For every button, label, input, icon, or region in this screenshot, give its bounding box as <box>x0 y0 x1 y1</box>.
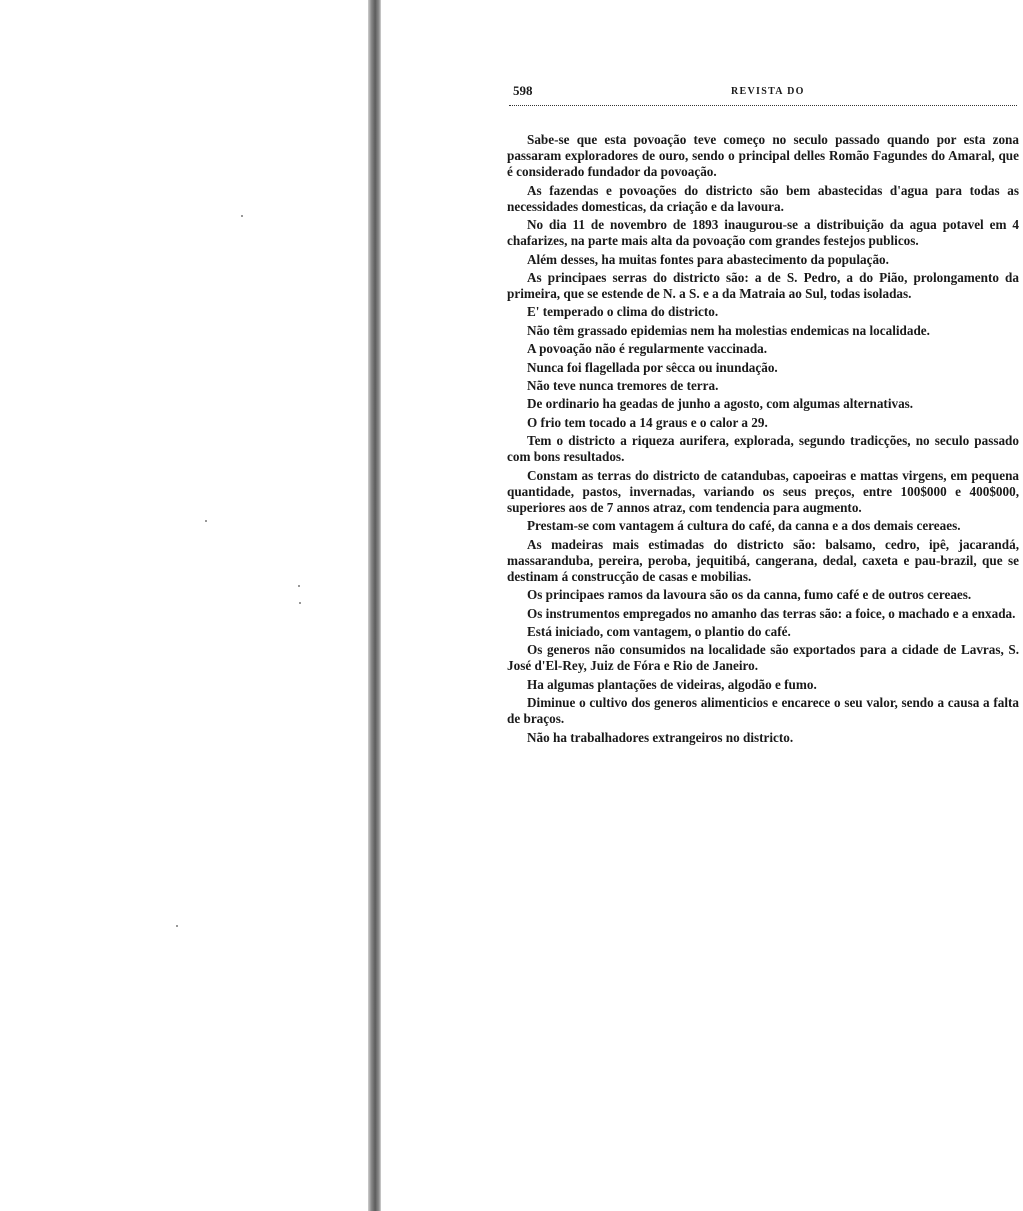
scan-speck <box>299 602 301 604</box>
paragraph: Prestam-se com vantagem á cultura do café, da canna e a dos demais cereaes. <box>527 518 961 534</box>
page-gutter-shadow <box>368 0 381 1211</box>
scan-speck <box>205 520 207 522</box>
paragraph: As principaes serras do districto são: a de S. Pedro, a do Pião, prolongamento da primeira, que se estende de N. a S. e a da Matraia ao Sul, todas isoladas. <box>507 269 1019 302</box>
paragraph: O frio tem tocado a 14 graus e o calor a 29. <box>527 414 768 430</box>
paragraph: A povoação não é regularmente vaccinada. <box>527 341 768 357</box>
paragraph: As madeiras mais estimadas do districto são: balsamo, cedro, ipê, jacarandá, massaranduba, pereira, peroba, jequitibá, cangerana, dedal, caxeta e pau-brazil, que se destinam á construcção de casas e mobilias. <box>507 536 1019 584</box>
paragraph: Os principaes ramos da lavoura são os da canna, fumo café e de outros cereaes. <box>527 587 972 603</box>
paragraph: E' temperado o clima do districto. <box>527 304 719 320</box>
paragraph: Constam as terras do districto de catandubas, capoeiras e mattas virgens, em pequena quantidade, pastos, invernadas, variando os seus preços, entre 100$000 e 400$000, superiores aos de 7 annos atraz, com tendencia para augmento. <box>507 467 1019 515</box>
paragraph: Está iniciado, com vantagem, o plantio do café. <box>527 623 791 639</box>
paragraph: Ha algumas plantações de videiras, algodão e fumo. <box>527 676 817 692</box>
paragraph: De ordinario ha geadas de junho a agosto, com algumas alternativas. <box>527 396 914 412</box>
page-header <box>509 83 1017 103</box>
paragraph: Não ha trabalhadores extrangeiros no districto. <box>527 729 794 745</box>
paragraph: Os instrumentos empregados no amanho das terras são: a foice, o machado e a enxada. <box>527 605 1016 621</box>
paragraph: Sabe-se que esta povoação teve começo no seculo passado quando por esta zona passaram exploradores de ouro, sendo o principal delles Romão Fagundes do Amaral, que é considerado fundador da povoação. <box>507 132 1019 180</box>
paragraph: Nunca foi flagellada por sêcca ou inundação. <box>527 359 778 375</box>
paragraph: Não têm grassado epidemias nem ha molestias endemicas na localidade. <box>527 322 930 338</box>
paragraph: As fazendas e povoações do districto são bem abastecidas d'agua para todas as necessidades domesticas, da criação e da lavoura. <box>507 182 1019 214</box>
scan-speck <box>176 925 178 927</box>
running-title: REVISTA DO <box>731 86 805 97</box>
paragraph: Tem o districto a riqueza aurifera, explorada, segundo tradicções, no seculo passado com bons resultados. <box>507 433 1019 465</box>
scan-speck <box>298 585 300 587</box>
header-rule <box>509 105 1017 106</box>
paragraph: Diminue o cultivo dos generos alimenticios e encarece o seu valor, sendo a causa a falta de braços. <box>507 695 1019 727</box>
scan-speck <box>241 215 243 217</box>
paragraph: Não teve nunca tremores de terra. <box>527 377 719 393</box>
page-number: 598 <box>513 83 533 98</box>
paragraph: Além desses, ha muitas fontes para abastecimento da população. <box>527 251 889 267</box>
paragraph: No dia 11 de novembro de 1893 inaugurou-se a distribuição da agua potavel em 4 chafarizes, na parte mais alta da povoação com grandes festejos publicos. <box>507 217 1019 249</box>
body-text <box>507 132 1019 748</box>
paragraph: Os generos não consumidos na localidade são exportados para a cidade de Lavras, S. José d'El-Rey, Juiz de Fóra e Rio de Janeiro. <box>507 642 1019 674</box>
